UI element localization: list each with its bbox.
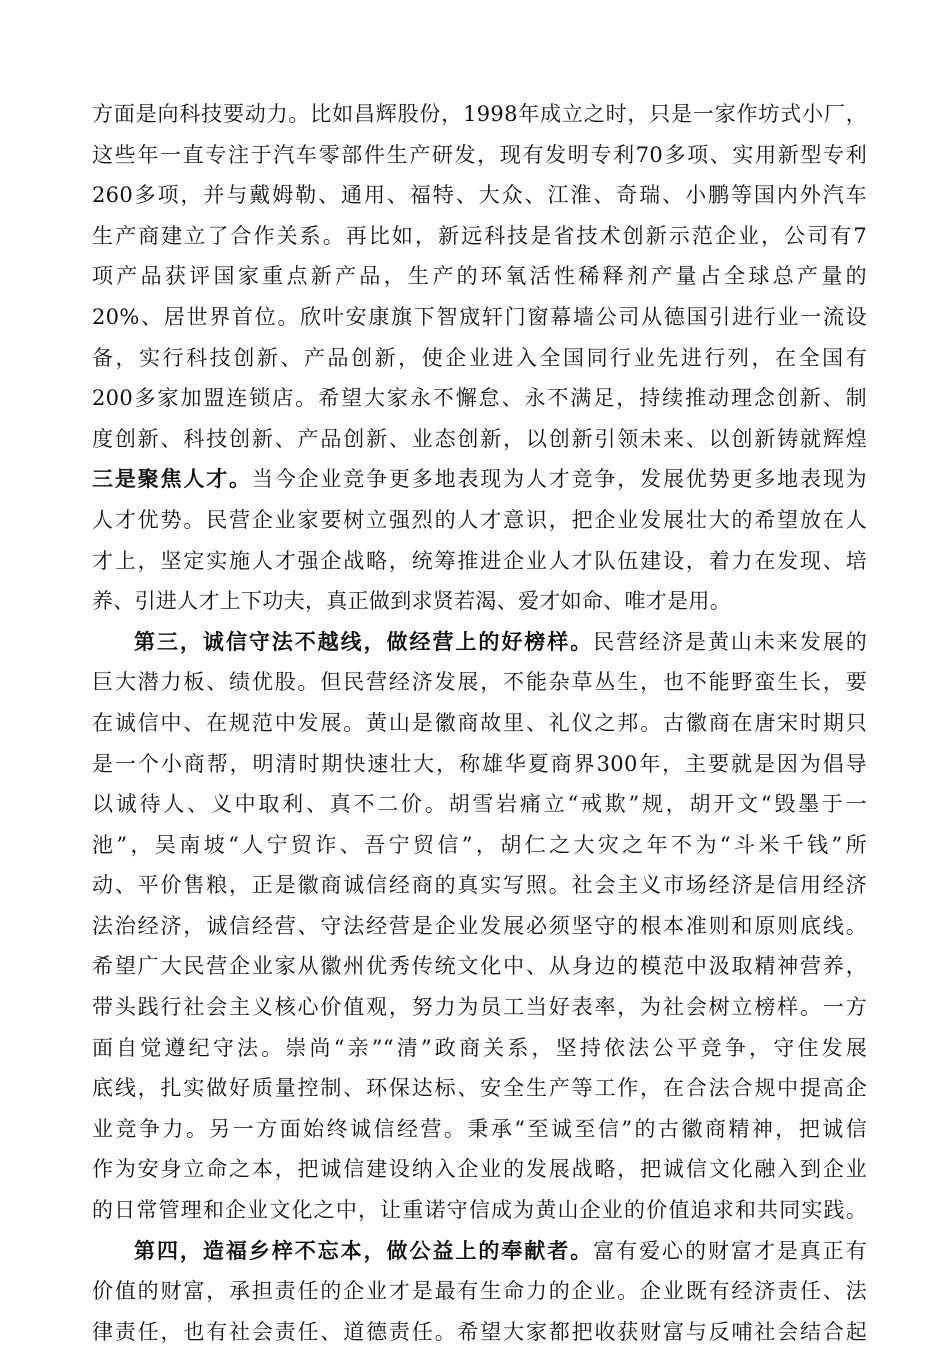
paragraph-heading-talent: 三是聚焦人才。	[92, 467, 252, 492]
text-line: 200多家加盟连锁店。希望大家永不懈怠、永不满足，持续推动理念创新、制	[92, 386, 867, 411]
paragraph-talent-first-line	[92, 459, 867, 500]
text-line: 这些年一直专注于汽车零部件生产研发，现有发明专利70多项、实用新型专利	[92, 142, 867, 167]
text-line: 巨大潜力板、绩优股。但民营经济发展，不能杂草丛生，也不能野蛮生长，要	[92, 670, 867, 695]
text-line: 20%、居世界首位。欣叶安康旗下智宬轩门窗幕墙公司从德国引进行业一流设	[92, 304, 867, 329]
text-line: 养、引进人才上下功夫，真正做到求贤若渴、爱才如命、唯才是用。	[92, 589, 731, 614]
text-line: 带头践行社会主义核心价值观，努力为员工当好表率，为社会树立榜样。一方	[92, 995, 867, 1020]
text-line: 池”，吴南坡“人宁贸诈、吾宁贸信”，胡仁之大灾之年不为“斗米千钱”所	[92, 832, 867, 857]
text-line: 度创新、科技创新、产品创新、业态创新，以创新引领未来、以创新铸就辉煌	[92, 426, 867, 451]
text-line: 以诚待人、义中取利、真不二价。胡雪岩痛立“戒欺”规，胡开文“毁墨于一	[92, 792, 867, 817]
text-line: 生产商建立了合作关系。再比如，新远科技是省技术创新示范企业，公司有7	[92, 223, 867, 248]
text-line: 是一个小商帮，明清时期快速壮大，称雄华夏商界300年，主要就是因为倡导	[92, 751, 867, 776]
text-line: 面自觉遵纪守法。崇尚“亲”“清”政商关系，坚持依法公平竞争，守住发展	[92, 1035, 867, 1060]
text-line: 在诚信中、在规范中发展。黄山是徽商故里、礼仪之邦。古徽商在唐宋时期只	[92, 710, 867, 735]
document-body	[92, 94, 867, 1352]
text-line: 希望广大民营企业家从徽州优秀传统文化中、从身边的模范中汲取精神营养，	[92, 954, 867, 979]
text-fragment: 当今企业竞争更多地表现为人才竞争，发展优势更多地表现为	[251, 467, 867, 492]
text-line: 价值的财富，承担责任的企业才是最有生命力的企业。企业既有经济责任、法	[92, 1279, 867, 1304]
text-line: 律责任，也有社会责任、道德责任。希望大家都把收获财富与反哺社会结合起	[92, 1319, 867, 1344]
text-line: 底线，扎实做好质量控制、环保达标、安全生产等工作，在合法合规中提高企	[92, 1076, 867, 1101]
text-line: 才上，坚定实施人才强企战略，统筹推进企业人才队伍建设，着力在发现、培	[92, 548, 867, 573]
text-line: 法治经济，诚信经营、守法经营是企业发展必须坚守的根本准则和原则底线。	[92, 913, 867, 938]
text-fragment: 富有爱心的财富才是真正有	[593, 1238, 867, 1263]
text-line: 项产品获评国家重点新产品，生产的环氧活性稀释剂产量占全球总产量的	[92, 264, 867, 289]
text-line: 备，实行科技创新、产品创新，使企业进入全国同行业先进行列，在全国有	[92, 345, 867, 370]
section-three-first-line	[92, 622, 867, 663]
text-line: 作为安身立命之本，把诚信建设纳入企业的发展战略，把诚信文化融入到企业	[92, 1157, 867, 1182]
text-fragment: 民营经济是黄山未来发展的	[593, 629, 867, 654]
text-line: 的日常管理和企业文化之中，让重诺守信成为黄山企业的价值追求和共同实践。	[92, 1198, 867, 1223]
text-line: 动、平价售粮，正是徽商诚信经商的真实写照。社会主义市场经济是信用经济	[92, 873, 867, 898]
text-line: 260多项，并与戴姆勒、通用、福特、大众、江淮、奇瑞、小鹏等国内外汽车	[92, 183, 867, 208]
text-line: 人才优势。民营企业家要树立强烈的人才意识，把企业发展壮大的希望放在人	[92, 507, 867, 532]
text-line: 业竞争力。另一方面始终诚信经营。秉承“至诚至信”的古徽商精神，把诚信	[92, 1116, 867, 1141]
section-heading-third: 第三，诚信守法不越线，做经营上的好榜样。	[134, 629, 594, 654]
text-line: 方面是向科技要动力。比如昌辉股份，1998年成立之时，只是一家作坊式小厂，	[92, 102, 867, 126]
section-heading-fourth: 第四，造福乡梓不忘本，做公益上的奉献者。	[134, 1238, 594, 1263]
section-four-first-line	[92, 1231, 867, 1272]
